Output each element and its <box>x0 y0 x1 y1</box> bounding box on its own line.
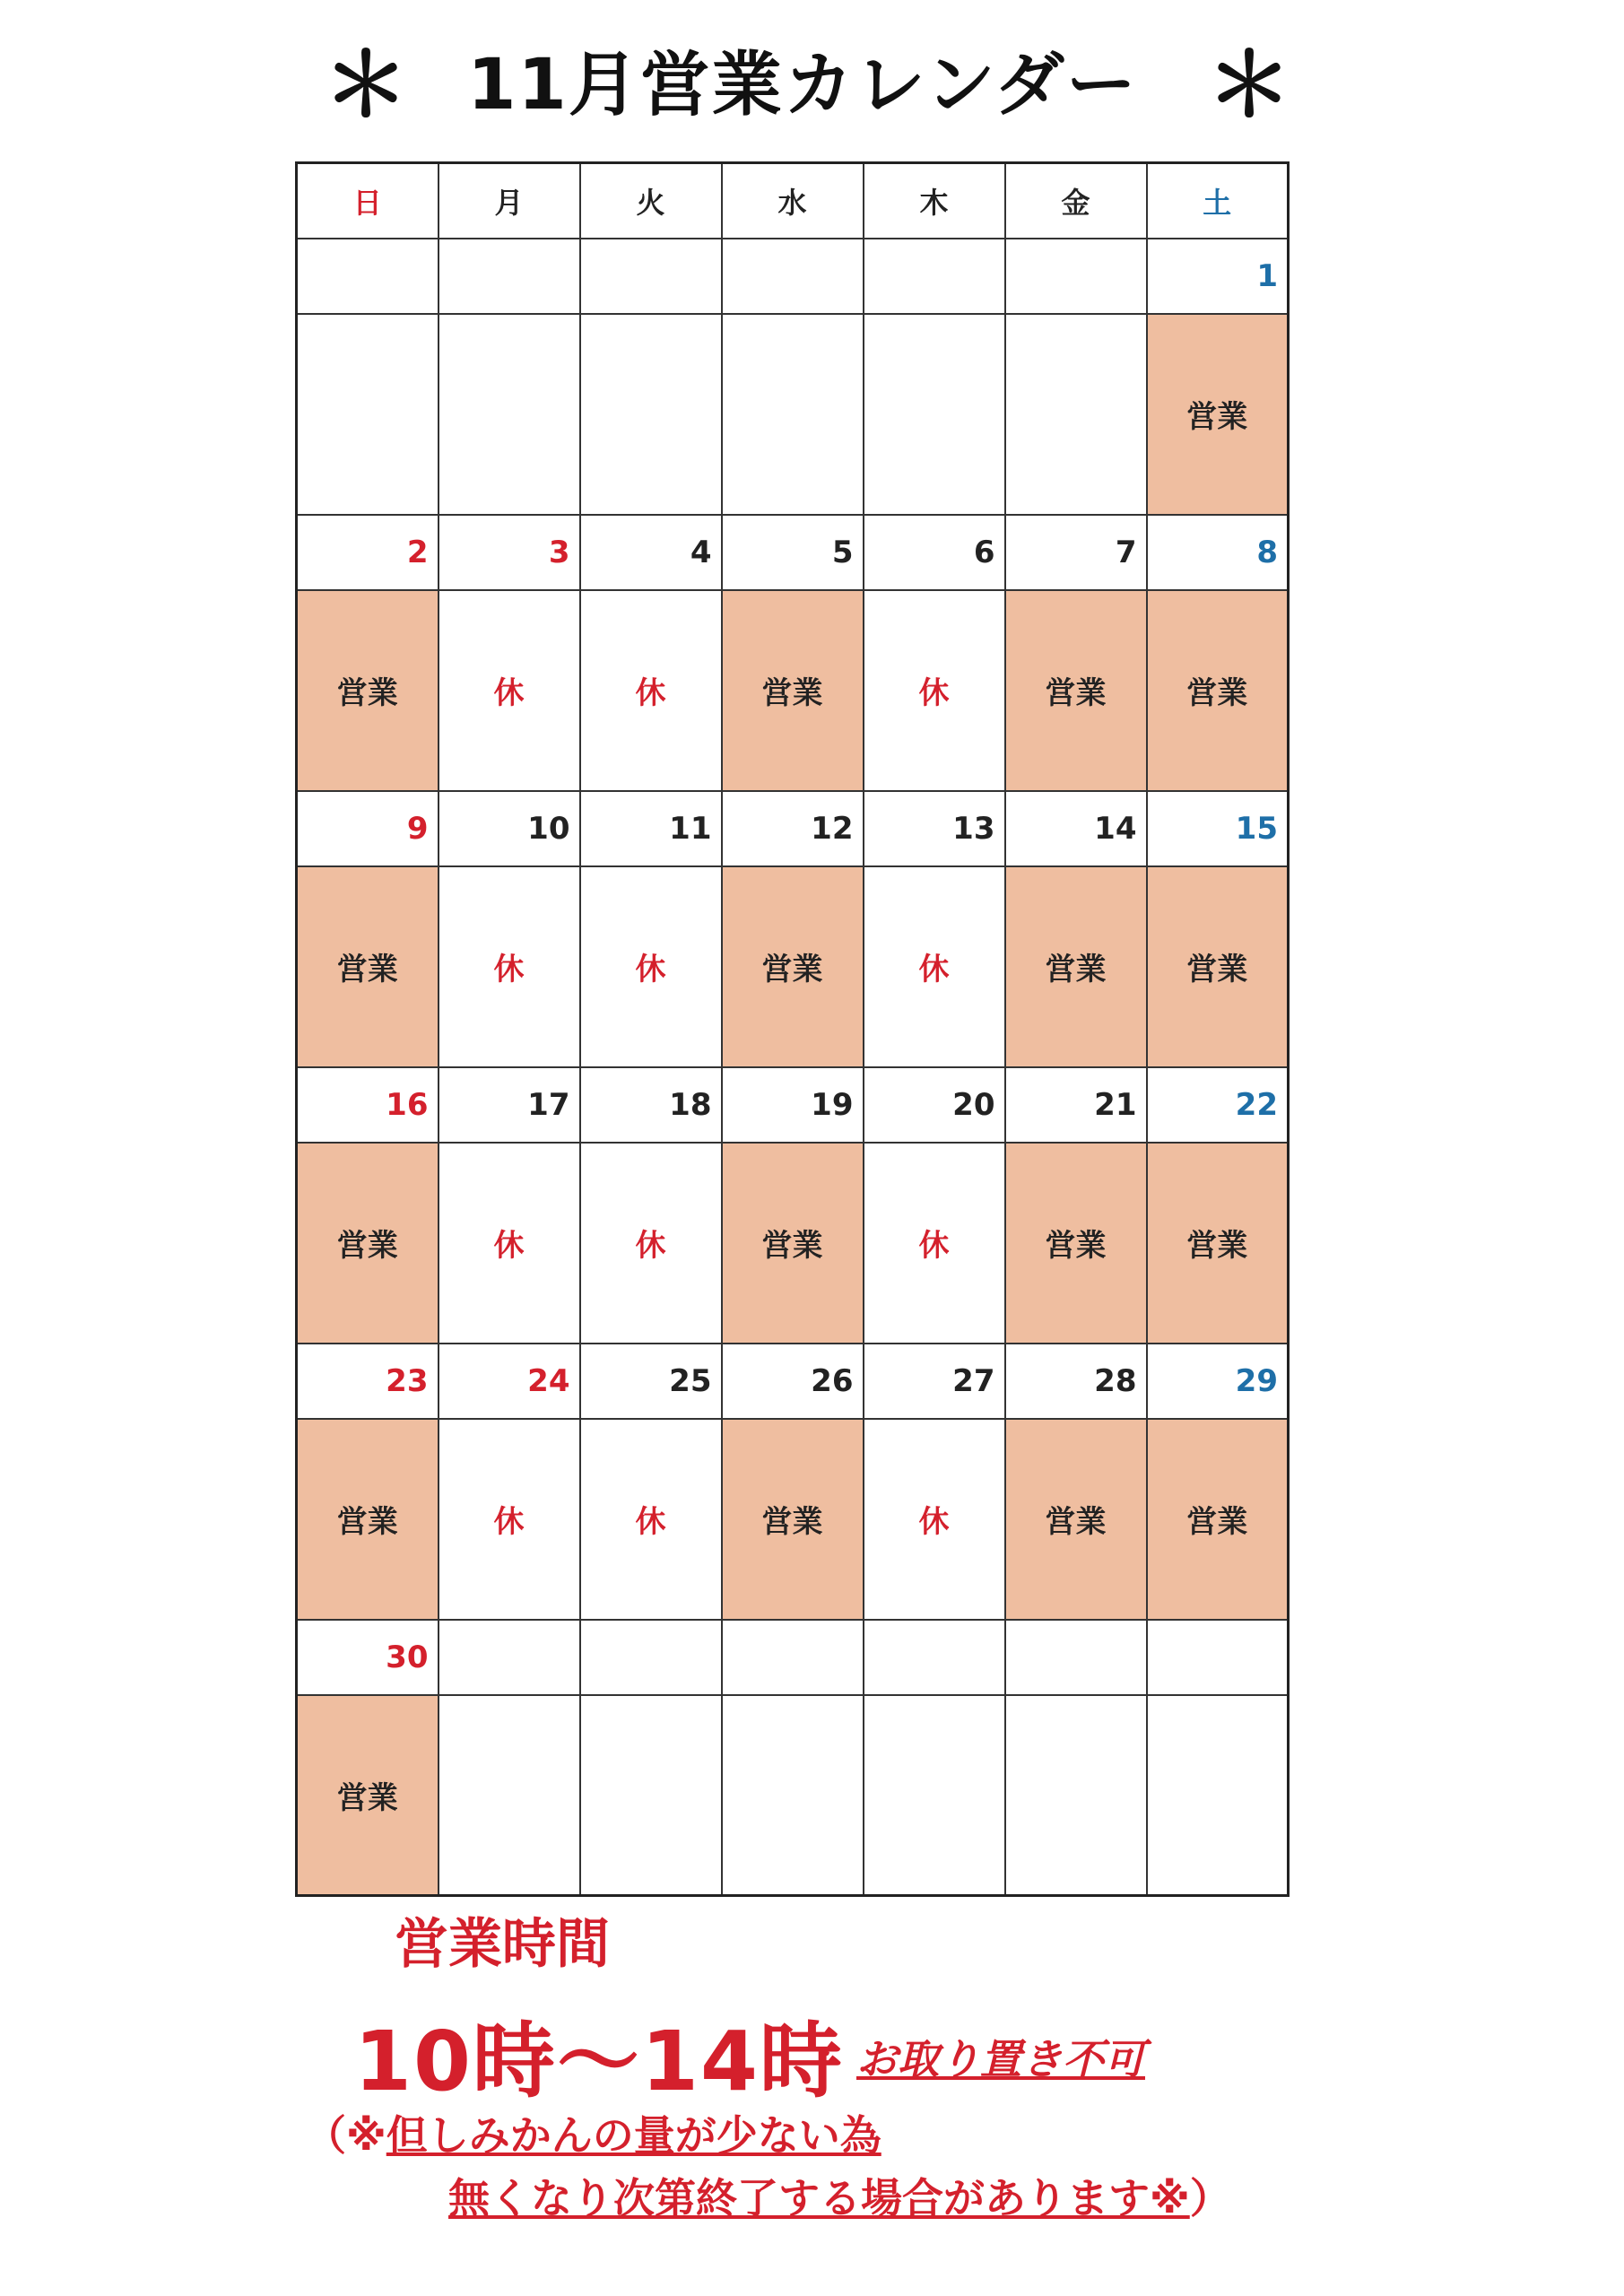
date-row <box>297 515 1289 590</box>
date-number: 20 <box>864 1067 1005 1143</box>
date-number: 7 <box>1005 515 1147 590</box>
date-number: 16 <box>297 1067 439 1143</box>
date-number: 18 <box>580 1067 722 1143</box>
date-number: 11 <box>580 791 722 866</box>
day-status: 営業 <box>297 1695 439 1896</box>
day-status: 休 <box>439 866 580 1067</box>
day-status: 営業 <box>1005 866 1147 1067</box>
date-row <box>297 1620 1289 1695</box>
date-number: 29 <box>1147 1344 1289 1419</box>
weekday-header: 水 <box>722 163 864 239</box>
date-number <box>722 1620 864 1695</box>
note-open-paren: （※ <box>305 2111 386 2160</box>
day-status <box>864 314 1005 515</box>
day-status <box>297 314 439 515</box>
date-number <box>864 1620 1005 1695</box>
date-number: 6 <box>864 515 1005 590</box>
date-number: 2 <box>297 515 439 590</box>
day-status: 営業 <box>1147 866 1289 1067</box>
day-status <box>864 1695 1005 1896</box>
day-status <box>439 1695 580 1896</box>
date-number: 1 <box>1147 239 1289 314</box>
date-number: 15 <box>1147 791 1289 866</box>
date-number <box>580 239 722 314</box>
day-status <box>580 314 722 515</box>
date-number: 25 <box>580 1344 722 1419</box>
date-number <box>1005 239 1147 314</box>
date-number: 19 <box>722 1067 864 1143</box>
day-status: 営業 <box>297 866 439 1067</box>
date-number: 5 <box>722 515 864 590</box>
day-status <box>722 314 864 515</box>
date-number: 4 <box>580 515 722 590</box>
day-status: 営業 <box>1147 1419 1289 1620</box>
date-number: 26 <box>722 1344 864 1419</box>
status-row <box>297 1419 1289 1620</box>
day-status: 営業 <box>722 1143 864 1344</box>
day-status: 休 <box>439 590 580 791</box>
date-number <box>864 239 1005 314</box>
weekday-header: 木 <box>864 163 1005 239</box>
day-status: 営業 <box>297 1419 439 1620</box>
status-row <box>297 314 1289 515</box>
day-status: 営業 <box>297 1143 439 1344</box>
day-status: 営業 <box>722 590 864 791</box>
day-status: 休 <box>864 590 1005 791</box>
note-close-paren: ） <box>1189 2174 1231 2222</box>
note-text-2: 無くなり次第終了する場合があります※ <box>448 2174 1190 2222</box>
date-number: 3 <box>439 515 580 590</box>
weekday-header: 土 <box>1147 163 1289 239</box>
day-status: 営業 <box>1147 590 1289 791</box>
date-number: 23 <box>297 1344 439 1419</box>
date-number: 28 <box>1005 1344 1147 1419</box>
day-status: 休 <box>439 1419 580 1620</box>
day-status: 休 <box>864 866 1005 1067</box>
date-row <box>297 239 1289 314</box>
day-status: 休 <box>580 590 722 791</box>
right-asterisk: ＊ <box>1206 35 1292 135</box>
note-line-2 <box>448 2166 1231 2225</box>
date-number: 24 <box>439 1344 580 1419</box>
date-number: 22 <box>1147 1067 1289 1143</box>
day-status <box>1005 314 1147 515</box>
day-status: 休 <box>580 1419 722 1620</box>
date-number <box>722 239 864 314</box>
date-number: 9 <box>297 791 439 866</box>
date-number <box>297 239 439 314</box>
no-reservation-note: お取り置き不可 <box>856 2035 1145 2083</box>
status-row <box>297 590 1289 791</box>
status-row <box>297 866 1289 1067</box>
weekday-header: 日 <box>297 163 439 239</box>
business-hours-label: 営業時間 <box>395 1913 610 1976</box>
date-number: 14 <box>1005 791 1147 866</box>
day-status: 営業 <box>722 1419 864 1620</box>
day-status: 営業 <box>1005 1419 1147 1620</box>
status-row <box>297 1695 1289 1896</box>
day-status: 休 <box>864 1419 1005 1620</box>
day-status: 休 <box>580 866 722 1067</box>
status-row <box>297 1143 1289 1344</box>
date-number: 27 <box>864 1344 1005 1419</box>
day-status: 営業 <box>722 866 864 1067</box>
date-number <box>1147 1620 1289 1695</box>
day-status: 休 <box>439 1143 580 1344</box>
date-number: 8 <box>1147 515 1289 590</box>
day-status <box>722 1695 864 1896</box>
date-number <box>1005 1620 1147 1695</box>
date-row <box>297 791 1289 866</box>
day-status <box>580 1695 722 1896</box>
date-number: 21 <box>1005 1067 1147 1143</box>
date-number <box>439 239 580 314</box>
note-text-1: 但しみかんの量が少ない為 <box>386 2111 881 2160</box>
weekday-header-row <box>297 163 1289 239</box>
day-status: 営業 <box>1147 314 1289 515</box>
left-asterisk: ＊ <box>323 35 409 135</box>
weekday-header: 月 <box>439 163 580 239</box>
date-row <box>297 1344 1289 1419</box>
business-hours-time: 10時～14時 <box>354 2013 845 2109</box>
day-status: 営業 <box>1005 1143 1147 1344</box>
business-calendar <box>295 161 1290 1897</box>
day-status: 営業 <box>1147 1143 1289 1344</box>
date-number: 17 <box>439 1067 580 1143</box>
day-status <box>1147 1695 1289 1896</box>
day-status: 営業 <box>297 590 439 791</box>
date-row <box>297 1067 1289 1143</box>
title-row <box>0 36 1624 135</box>
weekday-header: 金 <box>1005 163 1147 239</box>
day-status: 休 <box>580 1143 722 1344</box>
day-status: 休 <box>864 1143 1005 1344</box>
date-number: 30 <box>297 1620 439 1695</box>
date-number: 13 <box>864 791 1005 866</box>
weekday-header: 火 <box>580 163 722 239</box>
date-number: 10 <box>439 791 580 866</box>
day-status: 営業 <box>1005 590 1147 791</box>
page-title: 11月営業カレンダー <box>467 45 1138 126</box>
day-status <box>1005 1695 1147 1896</box>
date-number <box>439 1620 580 1695</box>
date-number <box>580 1620 722 1695</box>
day-status <box>439 314 580 515</box>
note-line-1 <box>305 2103 881 2162</box>
date-number: 12 <box>722 791 864 866</box>
